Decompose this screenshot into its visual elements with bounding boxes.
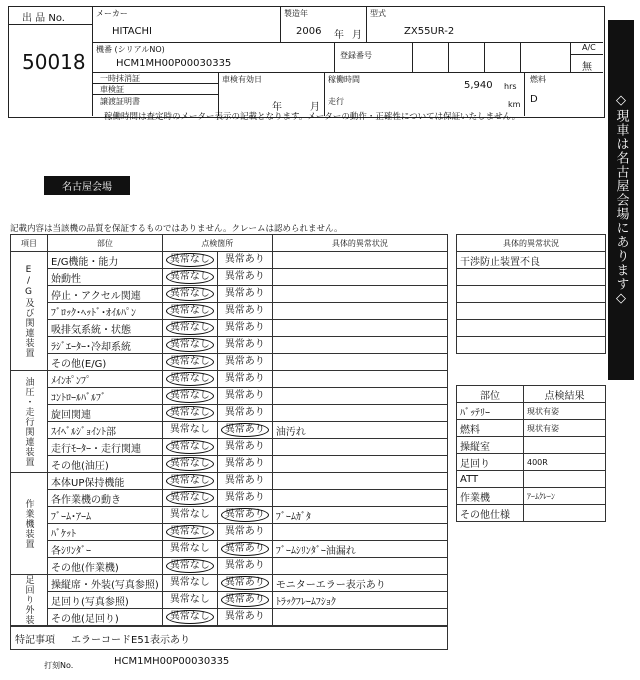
table-row bbox=[11, 252, 448, 269]
model-label: 型式 bbox=[370, 9, 386, 18]
status-ng: 異常あり bbox=[224, 373, 265, 384]
table-row bbox=[11, 592, 448, 609]
status-ok: 異常なし bbox=[166, 610, 214, 624]
result-row bbox=[457, 420, 606, 437]
status-ng: 異常あり bbox=[224, 611, 265, 622]
maker: HITACHI bbox=[112, 26, 152, 37]
lot-number: 50018 bbox=[22, 50, 86, 74]
status-ng: 異常あり bbox=[224, 305, 265, 316]
special-label: 特記事項 bbox=[15, 635, 55, 646]
part-cell: ｽｲﾍﾞﾙｼﾞｮｲﾝﾄ部 bbox=[48, 422, 163, 439]
status-ok: 異常なし bbox=[166, 270, 214, 284]
status-ok: 異常なし bbox=[166, 525, 214, 539]
part-cell: ｺﾝﾄﾛｰﾙﾊﾞﾙﾌﾞ bbox=[48, 388, 163, 405]
part-cell: ﾌﾞﾛｯｸ･ﾍｯﾄﾞ･ｵｲﾙﾊﾟﾝ bbox=[48, 303, 163, 320]
table-row bbox=[11, 575, 448, 592]
group-label: 作業機装置 bbox=[11, 473, 48, 575]
detail-cell: 油汚れ bbox=[272, 422, 447, 439]
part-cell: その他(足回り) bbox=[48, 609, 163, 626]
status-ok: 異常なし bbox=[166, 457, 214, 471]
detail-cell: ﾌﾞｰﾑｶﾞﾀ bbox=[272, 507, 447, 524]
result-part: ATT bbox=[457, 471, 524, 488]
table-row bbox=[11, 507, 448, 524]
detail-cell bbox=[272, 456, 447, 473]
status-ok: 異常なし bbox=[166, 338, 214, 352]
status-ok: 異常なし bbox=[166, 474, 214, 488]
table-row bbox=[11, 558, 448, 575]
status-ok: 異常なし bbox=[166, 440, 214, 454]
detail-cell bbox=[272, 609, 447, 626]
status-ok: 異常なし bbox=[166, 321, 214, 335]
run-label: 走行 bbox=[328, 97, 344, 106]
lot-label: 出 品 No. bbox=[22, 13, 65, 24]
status-ng: 異常あり bbox=[221, 423, 269, 437]
part-cell: その他(油圧) bbox=[48, 456, 163, 473]
status-ok: 異常なし bbox=[166, 559, 214, 573]
table-row bbox=[11, 439, 448, 456]
detail-cell: ﾌﾞｰﾑｼﾘﾝﾀﾞｰ油漏れ bbox=[272, 541, 447, 558]
detail-cell bbox=[272, 558, 447, 575]
part-cell: 各ｼﾘﾝﾀﾞｰ bbox=[48, 541, 163, 558]
status-ng: 異常あり bbox=[224, 254, 265, 265]
model: ZX55UR-2 bbox=[404, 26, 455, 37]
detail-cell: ﾄﾗｯｸﾌﾚｰﾑﾌｼｮｸ bbox=[272, 592, 447, 609]
detail-cell bbox=[272, 388, 447, 405]
status-ng: 異常あり bbox=[224, 271, 265, 282]
table-row bbox=[11, 541, 448, 558]
part-cell: 操縦席・外装(写真参照) bbox=[48, 575, 163, 592]
venue-tag: 名古屋会場 bbox=[44, 176, 130, 195]
right-header: 具体的異常状況 bbox=[457, 235, 606, 252]
table-row bbox=[11, 320, 448, 337]
part-cell: E/G機能・能力 bbox=[48, 252, 163, 269]
group-label: 油圧・走行関連装置 bbox=[11, 371, 48, 473]
status-ng: 異常あり bbox=[221, 508, 269, 522]
stamp-label: 打刻No. bbox=[44, 661, 74, 670]
result-row bbox=[457, 437, 606, 454]
header-block bbox=[8, 6, 604, 118]
result-part: その他仕様 bbox=[457, 505, 524, 522]
temp-cert-label: 一時抹消証 bbox=[100, 74, 140, 83]
table-row bbox=[11, 269, 448, 286]
ac-label: A/C bbox=[582, 43, 596, 52]
status-ok: 異常なし bbox=[166, 304, 214, 318]
status-ng: 異常あり bbox=[224, 526, 265, 537]
insp-month: 月 bbox=[310, 102, 320, 113]
km-unit: km bbox=[508, 100, 521, 109]
status-ng: 異常あり bbox=[224, 390, 265, 401]
status-ng: 異常あり bbox=[224, 492, 265, 503]
table-row bbox=[11, 371, 448, 388]
part-cell: ﾗｼﾞｴｰﾀｰ･冷却系統 bbox=[48, 337, 163, 354]
detail-cell: モニターエラー表示あり bbox=[272, 575, 447, 592]
detail-cell bbox=[272, 286, 447, 303]
table-row bbox=[11, 609, 448, 626]
status-ng: 異常あり bbox=[224, 560, 265, 571]
status-ng: 異常あり bbox=[224, 441, 265, 452]
group-label: 足回り外装 bbox=[11, 575, 48, 626]
vehicle-cert-label: 譲渡証明書 bbox=[100, 97, 140, 106]
part-cell: 走行ﾓｰﾀｰ・走行関連 bbox=[48, 439, 163, 456]
month-unit: 月 bbox=[352, 30, 362, 41]
disclaimer: 記載内容は当該機の品質を保証するものではありません。クレームは認められません。 bbox=[10, 224, 343, 234]
detail-cell bbox=[272, 303, 447, 320]
part-cell: ﾊﾞｹｯﾄ bbox=[48, 524, 163, 541]
part-cell: 旋回関連 bbox=[48, 405, 163, 422]
status-ok: 異常なし bbox=[166, 253, 214, 267]
status-ng: 異常あり bbox=[224, 407, 265, 418]
status-ng: 異常あり bbox=[224, 356, 265, 367]
result-part: ﾊﾞｯﾃﾘｰ bbox=[457, 403, 524, 420]
part-cell: 各作業機の動き bbox=[48, 490, 163, 507]
detail-cell bbox=[272, 490, 447, 507]
part-cell: その他(E/G) bbox=[48, 354, 163, 371]
status-ng: 異常あり bbox=[224, 322, 265, 333]
year-unit: 年 bbox=[334, 30, 344, 41]
status-ok: 異常なし bbox=[166, 287, 214, 301]
part-cell: 本体UP保持機能 bbox=[48, 473, 163, 490]
result-row bbox=[457, 471, 606, 488]
year: 2006 bbox=[296, 26, 322, 37]
shaken-label: 車検証 bbox=[100, 85, 124, 94]
detail-cell bbox=[272, 354, 447, 371]
status-ng: 異常あり bbox=[221, 593, 269, 607]
detail-cell bbox=[272, 473, 447, 490]
col-detail: 具体的異常状況 bbox=[272, 235, 447, 252]
maker-label: メーカー bbox=[96, 9, 128, 18]
hours-unit: hrs bbox=[504, 82, 517, 91]
status-ok: 異常なし bbox=[166, 389, 214, 403]
hours: 5,940 bbox=[464, 80, 493, 91]
table-row bbox=[11, 524, 448, 541]
detail-cell bbox=[272, 405, 447, 422]
right-note: 干渉防止装置不良 bbox=[457, 252, 606, 269]
inspection-table bbox=[10, 234, 448, 626]
result-value: 現状有姿 bbox=[524, 420, 606, 437]
right-detail-table bbox=[456, 234, 606, 354]
table-row bbox=[11, 388, 448, 405]
table-row bbox=[11, 337, 448, 354]
part-cell: 足回り(写真参照) bbox=[48, 592, 163, 609]
stamp-value: HCM1MH00P00030335 bbox=[114, 656, 230, 667]
result-row bbox=[457, 505, 606, 522]
status-ok: 異常なし bbox=[166, 372, 214, 386]
reg-label: 登録番号 bbox=[340, 51, 372, 60]
result-value: 400R bbox=[524, 454, 606, 471]
detail-cell bbox=[272, 320, 447, 337]
table-row bbox=[11, 303, 448, 320]
table-row bbox=[11, 456, 448, 473]
part-cell: ﾌﾞｰﾑ･ｱｰﾑ bbox=[48, 507, 163, 524]
result-value bbox=[524, 471, 606, 488]
detail-cell bbox=[272, 269, 447, 286]
status-ok: 異常なし bbox=[166, 355, 214, 369]
side-banner: ◇現車は名古屋会場にあります◇ bbox=[608, 20, 634, 380]
result-col-part: 部位 bbox=[457, 386, 524, 403]
part-cell: 吸排気系統・状態 bbox=[48, 320, 163, 337]
result-table bbox=[456, 385, 606, 522]
status-ok: 異常なし bbox=[169, 577, 210, 588]
table-row bbox=[11, 422, 448, 439]
result-part: 操縦室 bbox=[457, 437, 524, 454]
insp-year: 年 bbox=[272, 102, 282, 113]
part-cell: 停止・アクセル関連 bbox=[48, 286, 163, 303]
result-value bbox=[524, 505, 606, 522]
result-col-result: 点検結果 bbox=[524, 386, 606, 403]
table-row bbox=[11, 354, 448, 371]
result-row bbox=[457, 403, 606, 420]
col-item: 項目 bbox=[11, 235, 48, 252]
table-row bbox=[11, 490, 448, 507]
hours-label: 稼働時間 bbox=[328, 75, 360, 84]
table-header-row bbox=[11, 235, 448, 252]
table-row bbox=[11, 405, 448, 422]
table-row bbox=[11, 286, 448, 303]
result-value: ｱｰﾑｸﾚｰﾝ bbox=[524, 488, 606, 505]
detail-cell bbox=[272, 252, 447, 269]
detail-cell bbox=[272, 371, 447, 388]
special-text: エラーコードE51表示あり bbox=[71, 635, 191, 646]
status-ok: 異常なし bbox=[166, 491, 214, 505]
result-part: 作業機 bbox=[457, 488, 524, 505]
hours-note: 稼働時間は査定時のメーター表示の記載となります。メーターの動作・正確性については保証いたしません。 bbox=[104, 112, 521, 122]
inspection-label: 車検有効日 bbox=[222, 75, 262, 84]
status-ng: 異常あり bbox=[221, 576, 269, 590]
part-cell: 始動性 bbox=[48, 269, 163, 286]
result-row bbox=[457, 488, 606, 505]
status-ng: 異常あり bbox=[224, 288, 265, 299]
serial-label: 機番 (シリアルNO) bbox=[96, 45, 165, 54]
result-row bbox=[457, 454, 606, 471]
status-ng: 異常あり bbox=[224, 458, 265, 469]
group-label: E/G及び関連装置 bbox=[11, 252, 48, 371]
status-ok: 異常なし bbox=[169, 424, 210, 435]
special-box bbox=[10, 626, 448, 650]
part-cell: その他(作業機) bbox=[48, 558, 163, 575]
detail-cell bbox=[272, 524, 447, 541]
year-label: 製造年 bbox=[284, 9, 308, 18]
result-value bbox=[524, 437, 606, 454]
fuel-label: 燃料 bbox=[530, 75, 546, 84]
result-part: 足回り bbox=[457, 454, 524, 471]
part-cell: ﾒｲﾝﾎﾟﾝﾌﾟ bbox=[48, 371, 163, 388]
status-ok: 異常なし bbox=[166, 406, 214, 420]
status-ok: 異常なし bbox=[169, 594, 210, 605]
fuel: D bbox=[530, 94, 538, 105]
result-part: 燃料 bbox=[457, 420, 524, 437]
status-ng: 異常あり bbox=[221, 542, 269, 556]
result-value: 現状有姿 bbox=[524, 403, 606, 420]
ac-value: 無 bbox=[582, 62, 592, 73]
serial: HCM1MH00P00030335 bbox=[116, 58, 232, 69]
detail-cell bbox=[272, 337, 447, 354]
status-ng: 異常あり bbox=[224, 339, 265, 350]
status-ng: 異常あり bbox=[224, 475, 265, 486]
status-ok: 異常なし bbox=[169, 509, 210, 520]
col-part: 部位 bbox=[48, 235, 163, 252]
col-check: 点検箇所 bbox=[162, 235, 272, 252]
table-row bbox=[11, 473, 448, 490]
status-ok: 異常なし bbox=[169, 543, 210, 554]
detail-cell bbox=[272, 439, 447, 456]
